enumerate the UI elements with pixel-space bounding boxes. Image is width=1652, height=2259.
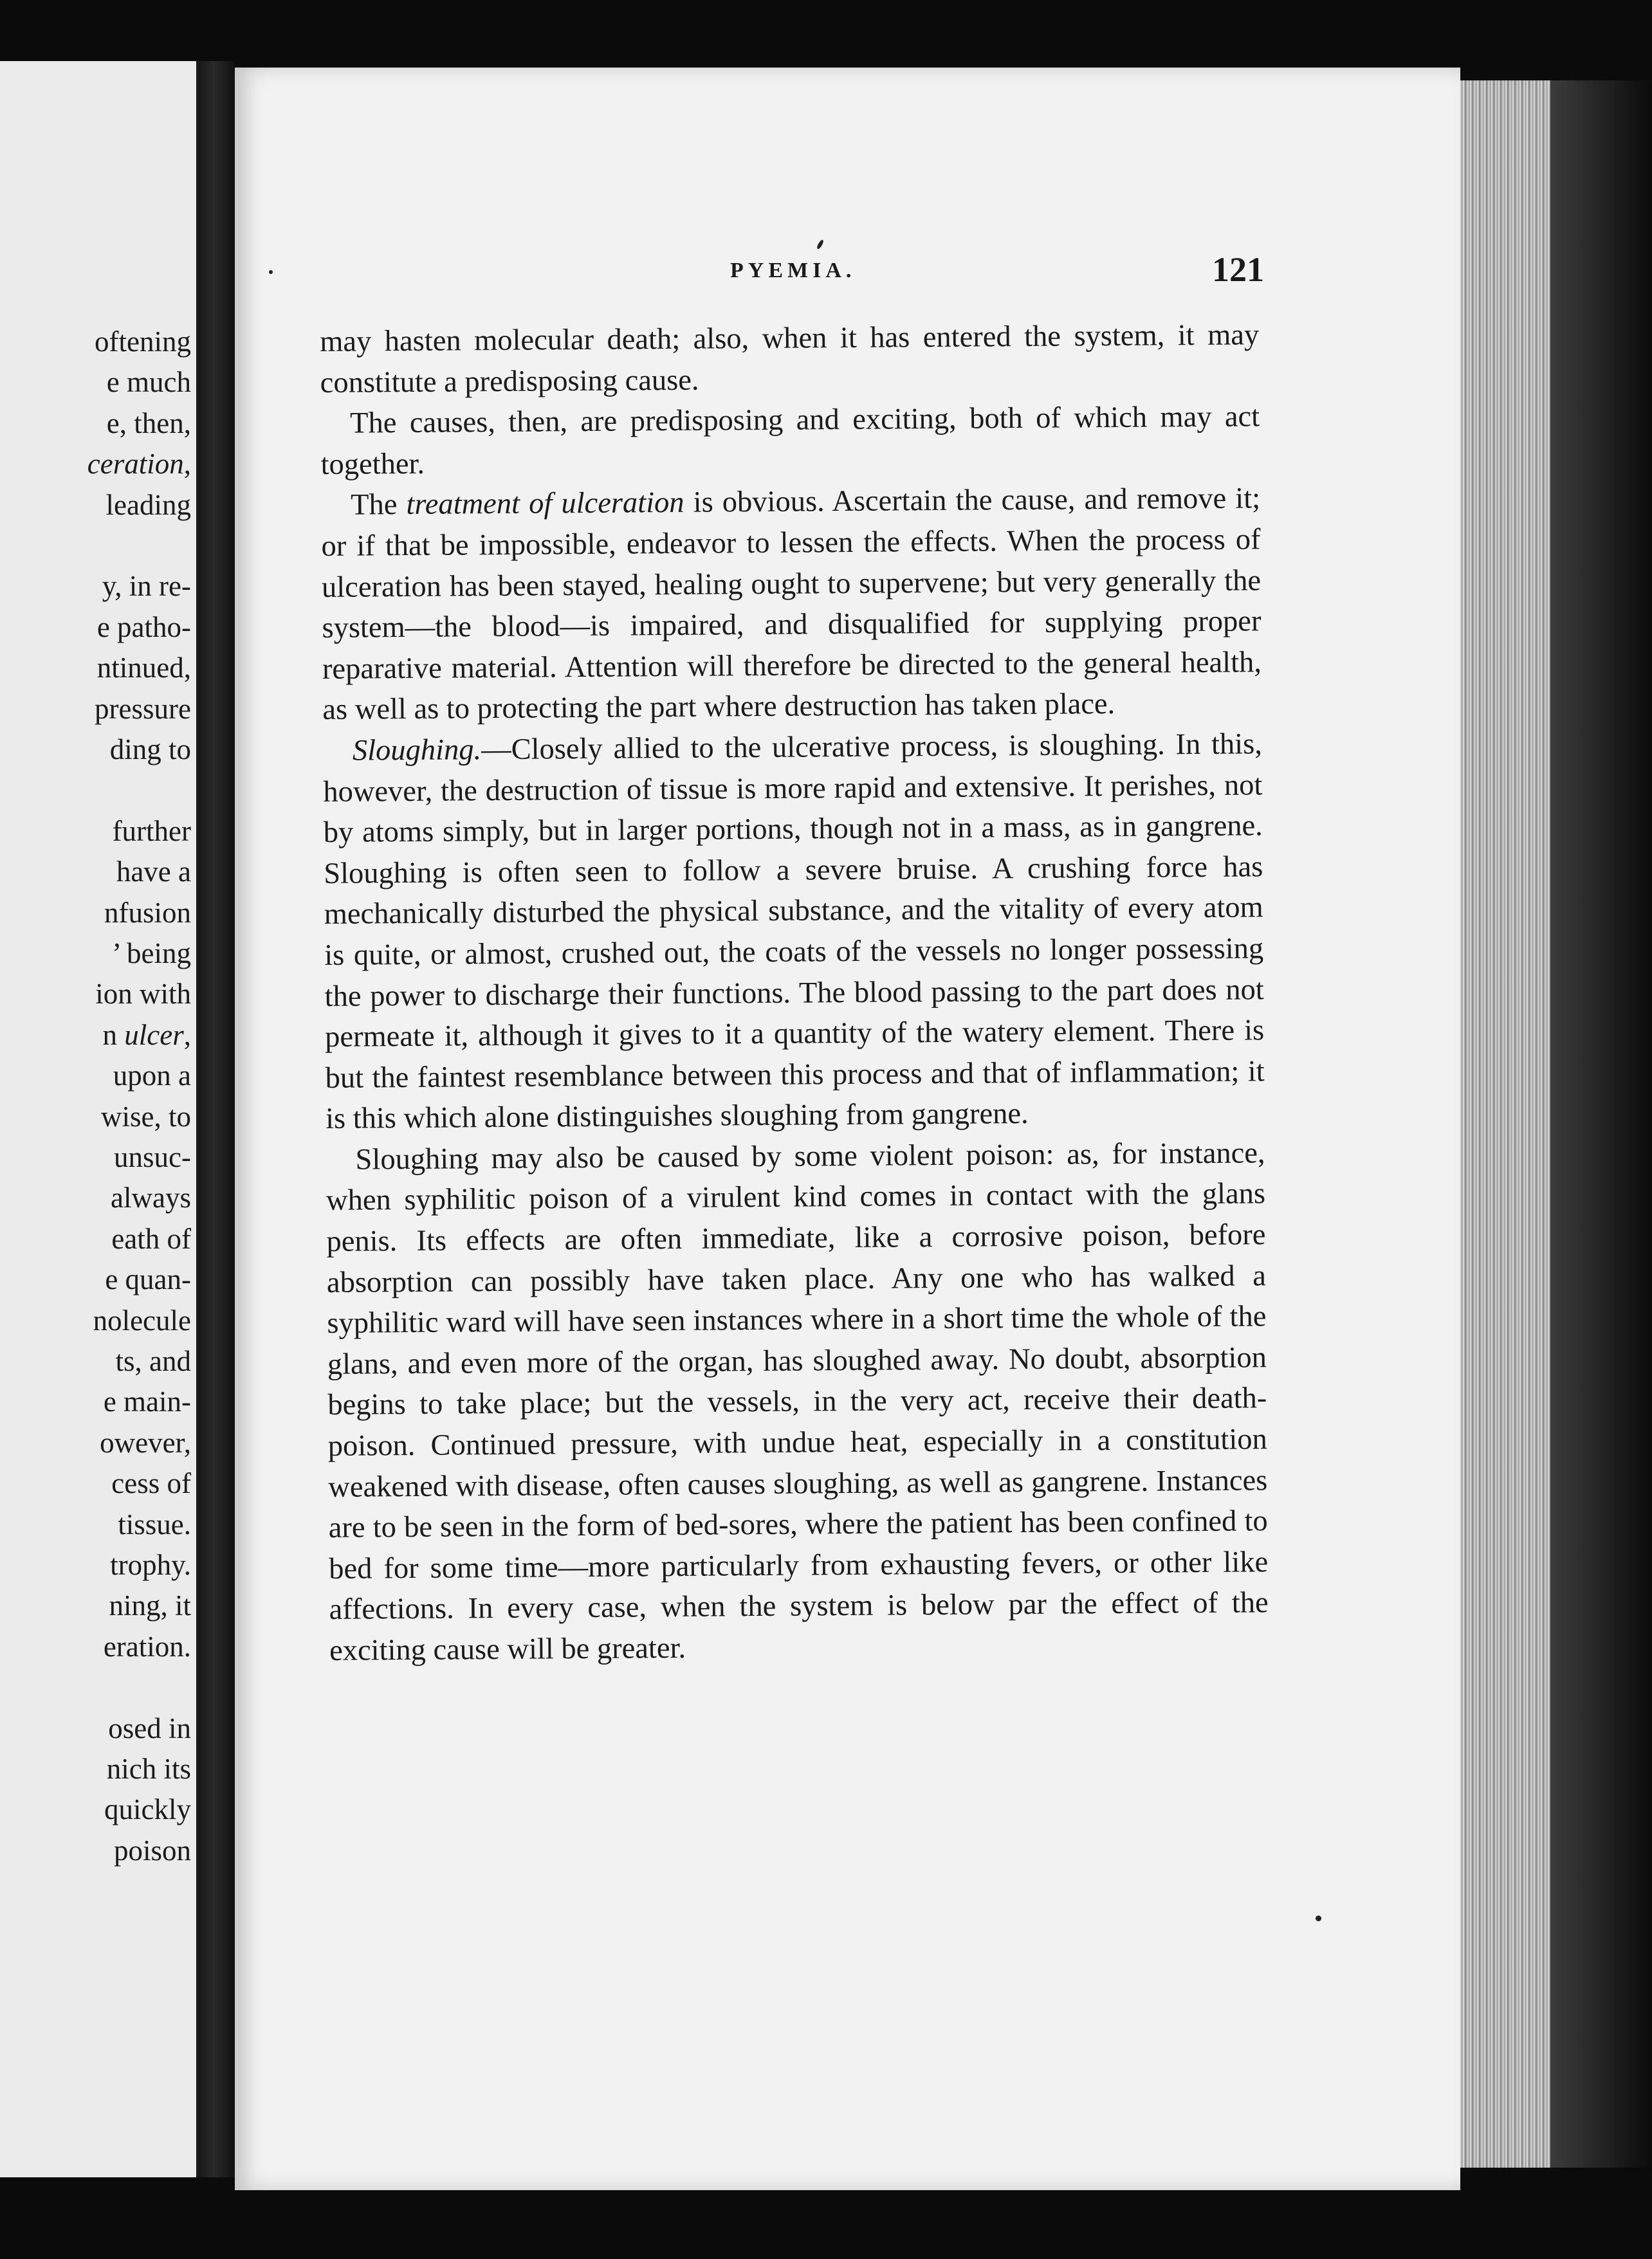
- previous-page-fragment: ceration,: [87, 448, 191, 480]
- previous-page-fragment: unsuc-: [114, 1141, 191, 1173]
- running-head: PYEMIA.: [730, 259, 856, 282]
- previous-page-fragment: eath of: [111, 1222, 191, 1255]
- page-number: 121: [1212, 250, 1264, 289]
- ink-speck: [1316, 1916, 1321, 1921]
- page-header: [0, 250, 1264, 310]
- previous-page: [0, 61, 196, 2177]
- previous-page-fragment: poison: [113, 1834, 191, 1867]
- previous-page-fragment: e much: [106, 366, 191, 399]
- previous-page-fragment: nolecule: [93, 1304, 191, 1337]
- previous-page-fragment: ding to: [109, 733, 191, 765]
- previous-page-fragment: have a: [116, 855, 191, 888]
- previous-page-fragment: ts, and: [115, 1345, 191, 1377]
- page-fore-edge: [1460, 80, 1550, 2168]
- previous-page-fragment: oftening: [95, 325, 191, 358]
- previous-page-fragment: always: [111, 1182, 191, 1214]
- previous-page-fragment: cess of: [111, 1467, 191, 1500]
- previous-page-fragment: further: [112, 814, 191, 847]
- treatment-text: is obvious. Ascertain the cause, and remove it; or if that be impossible, endeavor to lessen the effects. When the process of ulceration has been stayed, healing ought to supervene; but very generally the system—the blood—is impaired, and disqualified for supplying proper reparative material. Attention will therefore be directed to the general health, as well as to protecting the part where destruction has taken place.: [321, 482, 1262, 727]
- previous-page-fragment: e, then,: [106, 407, 191, 439]
- treatment-term: treatment of ulceration: [406, 486, 684, 522]
- previous-page-fragment: ntinued,: [96, 652, 191, 684]
- previous-page-fragment: ion with: [95, 978, 191, 1011]
- previous-page-fragment: trophy.: [110, 1549, 191, 1581]
- previous-page-fragment: ning, it: [109, 1589, 191, 1622]
- book-gutter: [196, 61, 235, 2177]
- sloughing-heading: Sloughing.: [352, 733, 482, 767]
- paragraph-sloughing: [323, 724, 1265, 1140]
- page-body: [320, 315, 1269, 1671]
- previous-page-fragment: e quan-: [105, 1263, 191, 1296]
- treatment-lead: The: [350, 488, 407, 522]
- paragraph-sloughing-poison: Sloughing may also be caused by some violent poison: as, for instance, when syphilitic poison of a virulent kind comes in contact with the glans penis. Its effects are often immediate, like a corrosive poison, before absorption can possibly have taken place. Any one who has walked a syphilitic ward will have seen instances where in a short time the whole of the glans, and even more of the organ, has sloughed away. No doubt, absorption begins to take place; but the vessels, in the very act, receive their death-poison. Continued pressure, with undue heat, especially in a constitution weakened with disease, often causes sloughing, as well as gangrene. Instances are to be seen in the form of bed-sores, where the patient has been confined to bed for some time—more particularly from exhausting fevers, or other like affections. In every case, when the system is below par the effect of the exciting cause will be greater.: [326, 1137, 1269, 1667]
- previous-page-fragment: nfusion: [104, 896, 191, 929]
- previous-page-fragment: wise, to: [101, 1100, 191, 1133]
- previous-page-fragment: leading: [106, 488, 191, 521]
- paragraph-continuation: may hasten molecular death; also, when it has entered the system, it may constitute a predisposing cause.: [320, 318, 1260, 399]
- previous-page-fragment: owever,: [100, 1426, 191, 1459]
- previous-page-fragment: quickly: [104, 1793, 191, 1826]
- sloughing-text: —Closely allied to the ulcerative process, is sloughing. In this, however, the destruction of tissue is more rapid and extensive. It perishes, not by atoms simply, but in larger portions, though not in a mass, as in gangrene. Sloughing is often seen to follow a severe bruise. A crushing force has mechanically disturbed the physical substance, and the vitality of every atom is quite, or almost, crushed out, the coats of the vessels no longer possessing the power to discharge their functions. The blood passing to the part does not permeate it, although it gives to it a quantity of the watery element. There is but the faintest resemblance between this process and that of inflammation; it is this which alone distinguishes sloughing from gangrene.: [323, 727, 1265, 1136]
- previous-page-fragment: upon a: [113, 1059, 191, 1092]
- previous-page-fragment: eration.: [103, 1630, 191, 1663]
- previous-page-fragment: pressure: [95, 692, 191, 725]
- previous-page-fragment: e main-: [103, 1386, 191, 1418]
- previous-page-fragment: osed in: [108, 1712, 191, 1744]
- previous-page-fragment: n ulcer,: [102, 1018, 191, 1051]
- previous-page-fragment: nich its: [106, 1753, 191, 1785]
- previous-page-fragment: e patho-: [96, 610, 191, 643]
- paragraph-causes: The causes, then, are predisposing and exciting, both of which may act together.: [320, 400, 1260, 481]
- previous-page-fragment: tissue.: [118, 1508, 191, 1541]
- previous-page-fragment: ’ being: [112, 937, 191, 969]
- paragraph-treatment: [321, 479, 1262, 731]
- previous-page-fragment: y, in re-: [102, 570, 191, 603]
- book-edge-shadow: [1550, 80, 1652, 2168]
